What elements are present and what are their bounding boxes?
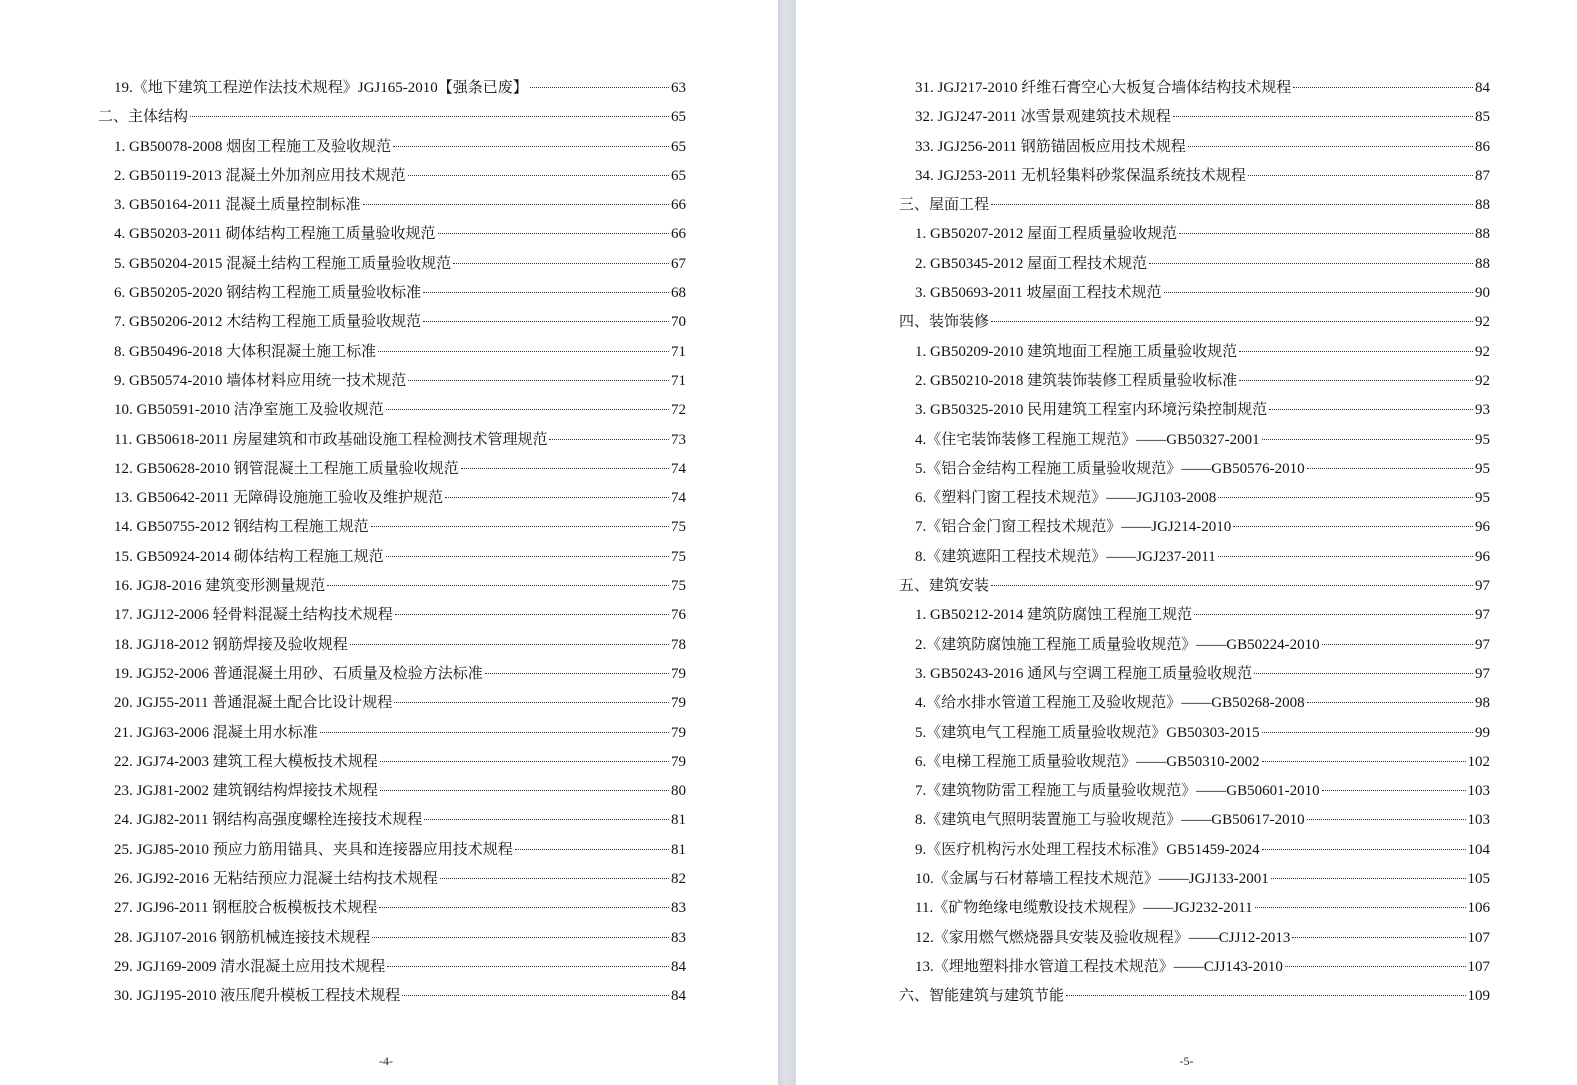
toc-entry[interactable] bbox=[98, 601, 686, 630]
toc-entry-page-number: 90 bbox=[1475, 285, 1490, 302]
toc-leader-dots bbox=[461, 468, 669, 469]
toc-leader-dots bbox=[1322, 644, 1473, 645]
toc-leader-dots bbox=[363, 204, 669, 205]
toc-entry[interactable] bbox=[899, 279, 1490, 308]
toc-entry-page-number: 103 bbox=[1467, 812, 1490, 829]
toc-entry[interactable] bbox=[899, 220, 1490, 249]
toc-entry-title: 29. JGJ169-2009 清水混凝土应用技术规程 bbox=[114, 958, 386, 975]
toc-entry-page-number: 99 bbox=[1475, 724, 1490, 741]
toc-entry[interactable] bbox=[98, 953, 686, 982]
toc-entry[interactable] bbox=[98, 220, 686, 249]
toc-section-heading[interactable] bbox=[98, 103, 686, 132]
toc-leader-dots bbox=[515, 849, 669, 850]
toc-entry[interactable] bbox=[899, 103, 1490, 132]
toc-entry-page-number: 96 bbox=[1475, 519, 1490, 536]
toc-entry-title: 27. JGJ96-2011 钢框胶合板模板技术规程 bbox=[114, 900, 378, 917]
toc-entry-title: 11. GB50618-2011 房屋建筑和市政基础设施工程检测技术管理规范 bbox=[114, 431, 548, 448]
toc-entry[interactable] bbox=[98, 484, 686, 513]
toc-entry-page-number: 73 bbox=[671, 431, 686, 448]
toc-leader-dots bbox=[320, 732, 669, 733]
toc-leader-dots bbox=[485, 673, 669, 674]
toc-entry-page-number: 109 bbox=[1467, 988, 1490, 1005]
toc-entry[interactable] bbox=[98, 689, 686, 718]
toc-entry-title: 26. JGJ92-2016 无粘结预应力混凝土结构技术规程 bbox=[114, 871, 438, 888]
toc-entry-page-number: 103 bbox=[1467, 783, 1490, 800]
toc-entry-page-number: 88 bbox=[1475, 226, 1490, 243]
toc-leader-dots bbox=[372, 937, 669, 938]
toc-entry[interactable] bbox=[899, 924, 1490, 953]
toc-entry-title: 25. JGJ85-2010 预应力筋用锚具、夹具和连接器应用技术规程 bbox=[114, 841, 513, 858]
toc-entry-title: 7.《建筑物防雷工程施工与质量验收规范》——GB50601-2010 bbox=[915, 783, 1320, 800]
toc-entry-page-number: 65 bbox=[671, 167, 686, 184]
toc-entry-title: 13. GB50642-2011 无障碍设施施工验收及维护规范 bbox=[114, 490, 444, 507]
toc-entry-title: 1. GB50207-2012 屋面工程质量验收规范 bbox=[915, 226, 1178, 243]
toc-entry-title: 31. JGJ217-2010 纤维石膏空心大板复合墙体结构技术规程 bbox=[915, 80, 1292, 96]
toc-entry-title: 6. GB50205-2020 钢结构工程施工质量验收标准 bbox=[114, 285, 422, 302]
toc-leader-dots bbox=[1254, 673, 1473, 674]
toc-entry-title: 18. JGJ18-2012 钢筋焊接及验收规程 bbox=[114, 636, 348, 653]
toc-entry-page-number: 78 bbox=[671, 636, 686, 653]
left-page bbox=[0, 0, 778, 1085]
toc-entry-page-number: 81 bbox=[671, 841, 686, 858]
toc-entry[interactable] bbox=[899, 894, 1490, 923]
toc-leader-dots bbox=[1194, 614, 1473, 615]
toc-leader-dots bbox=[408, 175, 669, 176]
toc-entry[interactable] bbox=[98, 836, 686, 865]
toc-entry[interactable] bbox=[899, 74, 1490, 103]
toc-entry-title: 1. GB50212-2014 建筑防腐蚀工程施工规范 bbox=[915, 607, 1193, 624]
toc-entry-title: 21. JGJ63-2006 混凝土用水标准 bbox=[114, 724, 318, 741]
toc-leader-dots bbox=[408, 380, 669, 381]
toc-entry-page-number: 88 bbox=[1475, 255, 1490, 272]
toc-entry-page-number: 81 bbox=[671, 812, 686, 829]
toc-entry[interactable] bbox=[899, 338, 1490, 367]
toc-entry-page-number: 92 bbox=[1475, 343, 1490, 360]
toc-entry[interactable] bbox=[899, 777, 1490, 806]
toc-entry[interactable] bbox=[899, 806, 1490, 835]
toc-leader-dots bbox=[440, 878, 669, 879]
toc-entry-page-number: 97 bbox=[1475, 636, 1490, 653]
toc-entry[interactable] bbox=[98, 191, 686, 220]
toc-entry-title: 16. JGJ8-2016 建筑变形测量规范 bbox=[114, 578, 326, 595]
toc-entry-title: 4.《给水排水管道工程施工及验收规范》——GB50268-2008 bbox=[915, 695, 1305, 712]
toc-entry-title: 12.《家用燃气燃烧器具安装及验收规程》——CJJ12-2013 bbox=[915, 929, 1291, 946]
toc-entry-page-number: 96 bbox=[1475, 548, 1490, 565]
toc-entry-page-number: 75 bbox=[671, 548, 686, 565]
toc-leader-dots bbox=[423, 292, 669, 293]
page-number bbox=[796, 1054, 1577, 1069]
toc-leader-dots bbox=[1307, 819, 1466, 820]
toc-leader-dots bbox=[1164, 292, 1473, 293]
page-gutter bbox=[778, 0, 796, 1085]
toc-leader-dots bbox=[1149, 263, 1473, 264]
toc-entry-page-number: 92 bbox=[1475, 314, 1490, 331]
toc-entry[interactable] bbox=[899, 513, 1490, 542]
toc-leader-dots bbox=[1262, 732, 1473, 733]
toc-entry-title: 33. JGJ256-2011 钢筋锚固板应用技术规程 bbox=[915, 138, 1186, 155]
toc-leader-dots bbox=[387, 966, 669, 967]
page-number-label: -5- bbox=[1179, 1054, 1194, 1068]
toc-entry-page-number: 83 bbox=[671, 900, 686, 917]
toc-leader-dots bbox=[1262, 439, 1473, 440]
toc-entry-title: 3. GB50243-2016 通风与空调工程施工质量验收规范 bbox=[915, 665, 1253, 682]
toc-entry[interactable] bbox=[899, 396, 1490, 425]
toc-entry-title: 2. GB50210-2018 建筑装饰装修工程质量验收标准 bbox=[915, 372, 1238, 389]
toc-entry[interactable] bbox=[98, 777, 686, 806]
toc-leader-dots bbox=[1292, 937, 1465, 938]
toc-entry-page-number: 95 bbox=[1475, 490, 1490, 507]
toc-leader-dots bbox=[379, 907, 669, 908]
toc-entry-title: 2. GB50345-2012 屋面工程技术规范 bbox=[915, 255, 1148, 272]
toc-entry[interactable] bbox=[98, 367, 686, 396]
toc-entry-page-number: 95 bbox=[1475, 431, 1490, 448]
toc-entry[interactable] bbox=[98, 806, 686, 835]
toc-entry-page-number: 72 bbox=[671, 402, 686, 419]
toc-entry-page-number: 71 bbox=[671, 343, 686, 360]
toc-entry[interactable] bbox=[899, 631, 1490, 660]
toc-entry-page-number: 102 bbox=[1467, 753, 1490, 770]
toc-entry-title: 7.《铝合金门窗工程技术规范》——JGJ214-2010 bbox=[915, 519, 1232, 536]
toc-entry[interactable] bbox=[899, 836, 1490, 865]
toc-entry-page-number: 67 bbox=[671, 255, 686, 272]
toc-leader-dots bbox=[380, 790, 669, 791]
toc-leader-dots bbox=[423, 321, 669, 322]
toc-leader-dots bbox=[549, 439, 669, 440]
toc-entry-title: 11.《矿物绝缘电缆敷设技术规程》——JGJ232-2011 bbox=[915, 900, 1253, 917]
toc-entry-title: 23. JGJ81-2002 建筑钢结构焊接技术规程 bbox=[114, 783, 378, 800]
toc-entry-page-number: 97 bbox=[1475, 607, 1490, 624]
toc-entry-page-number: 70 bbox=[671, 314, 686, 331]
toc-entry-title: 12. GB50628-2010 钢管混凝土工程施工质量验收规范 bbox=[114, 460, 459, 477]
toc-entry-title: 五、建筑安装 bbox=[899, 578, 990, 595]
toc-entry-page-number: 97 bbox=[1475, 578, 1490, 595]
toc-leader-dots bbox=[1248, 175, 1473, 176]
table-of-contents bbox=[98, 74, 686, 1012]
toc-entry[interactable] bbox=[899, 601, 1490, 630]
toc-entry-title: 24. JGJ82-2011 钢结构高强度螺栓连接技术规程 bbox=[114, 812, 423, 829]
toc-leader-dots bbox=[1285, 966, 1466, 967]
toc-leader-dots bbox=[991, 321, 1473, 322]
toc-leader-dots bbox=[350, 644, 669, 645]
toc-entry[interactable] bbox=[899, 660, 1490, 689]
toc-entry-page-number: 66 bbox=[671, 226, 686, 243]
toc-entry[interactable] bbox=[899, 250, 1490, 279]
toc-leader-dots bbox=[394, 702, 669, 703]
toc-section-heading[interactable] bbox=[899, 982, 1490, 1011]
toc-entry-title: 2. GB50119-2013 混凝土外加剂应用技术规范 bbox=[114, 167, 406, 184]
toc-leader-dots bbox=[380, 761, 669, 762]
toc-entry[interactable] bbox=[899, 865, 1490, 894]
toc-entry-title: 13.《埋地塑料排水管道工程技术规范》——CJJ143-2010 bbox=[915, 958, 1283, 975]
toc-entry-page-number: 107 bbox=[1467, 929, 1490, 946]
toc-entry-page-number: 98 bbox=[1475, 695, 1490, 712]
toc-entry[interactable] bbox=[98, 631, 686, 660]
toc-entry-page-number: 65 bbox=[671, 109, 686, 126]
toc-entry[interactable] bbox=[899, 689, 1490, 718]
toc-leader-dots bbox=[386, 556, 669, 557]
toc-entry-title: 32. JGJ247-2011 冰雪景观建筑技术规程 bbox=[915, 109, 1171, 126]
toc-entry-title: 10. GB50591-2010 洁净室施工及验收规范 bbox=[114, 402, 384, 419]
toc-entry[interactable] bbox=[98, 660, 686, 689]
toc-entry-page-number: 76 bbox=[671, 607, 686, 624]
toc-entry-title: 20. JGJ55-2011 普通混凝土配合比设计规程 bbox=[114, 695, 393, 712]
toc-entry-title: 19.《地下建筑工程逆作法技术规程》JGJ165-2010【强条已废】 bbox=[114, 80, 528, 96]
toc-entry-page-number: 95 bbox=[1475, 460, 1490, 477]
toc-entry-page-number: 87 bbox=[1475, 167, 1490, 184]
toc-entry[interactable] bbox=[98, 924, 686, 953]
toc-leader-dots bbox=[327, 585, 669, 586]
toc-entry-page-number: 88 bbox=[1475, 197, 1490, 214]
toc-entry[interactable] bbox=[899, 953, 1490, 982]
toc-entry-title: 28. JGJ107-2016 钢筋机械连接技术规程 bbox=[114, 929, 371, 946]
right-page bbox=[796, 0, 1577, 1085]
toc-entry-page-number: 93 bbox=[1475, 402, 1490, 419]
toc-entry-title: 30. JGJ195-2010 液压爬升模板工程技术规程 bbox=[114, 988, 401, 1005]
toc-entry-title: 3. GB50164-2011 混凝土质量控制标准 bbox=[114, 197, 361, 214]
toc-entry-title: 1. GB50209-2010 建筑地面工程施工质量验收规范 bbox=[915, 343, 1238, 360]
toc-leader-dots bbox=[1307, 702, 1473, 703]
toc-entry-title: 19. JGJ52-2006 普通混凝土用砂、石质量及检验方法标准 bbox=[114, 665, 483, 682]
toc-leader-dots bbox=[1233, 526, 1473, 527]
toc-entry-page-number: 86 bbox=[1475, 138, 1490, 155]
toc-entry-title: 8.《建筑遮阳工程技术规范》——JGJ237-2011 bbox=[915, 548, 1216, 565]
toc-entry-title: 34. JGJ253-2011 无机轻集料砂浆保温系统技术规程 bbox=[915, 167, 1246, 184]
toc-entry-page-number: 83 bbox=[671, 929, 686, 946]
toc-leader-dots bbox=[1239, 380, 1473, 381]
toc-entry-title: 六、智能建筑与建筑节能 bbox=[899, 988, 1065, 1005]
toc-entry-page-number: 84 bbox=[671, 958, 686, 975]
toc-entry-page-number: 63 bbox=[671, 80, 686, 96]
toc-entry-page-number: 79 bbox=[671, 753, 686, 770]
toc-entry-title: 14. GB50755-2012 钢结构工程施工规范 bbox=[114, 519, 369, 536]
toc-section-heading[interactable] bbox=[899, 191, 1490, 220]
toc-entry-page-number: 66 bbox=[671, 197, 686, 214]
toc-leader-dots bbox=[371, 526, 669, 527]
toc-leader-dots bbox=[991, 204, 1473, 205]
toc-entry-title: 15. GB50924-2014 砌体结构工程施工规范 bbox=[114, 548, 384, 565]
toc-entry-page-number: 79 bbox=[671, 665, 686, 682]
toc-leader-dots bbox=[378, 351, 669, 352]
toc-leader-dots bbox=[386, 409, 669, 410]
toc-entry-title: 6.《塑料门窗工程技术规范》——JGJ103-2008 bbox=[915, 490, 1217, 507]
toc-entry-title: 9.《医疗机构污水处理工程技术标准》GB51459-2024 bbox=[915, 841, 1260, 858]
toc-leader-dots bbox=[1188, 146, 1473, 147]
toc-entry-page-number: 71 bbox=[671, 372, 686, 389]
toc-leader-dots bbox=[1218, 556, 1473, 557]
toc-entry[interactable] bbox=[98, 279, 686, 308]
toc-entry-page-number: 74 bbox=[671, 460, 686, 477]
toc-entry[interactable] bbox=[899, 133, 1490, 162]
toc-leader-dots bbox=[530, 87, 669, 88]
toc-leader-dots bbox=[991, 585, 1473, 586]
toc-leader-dots bbox=[393, 146, 669, 147]
toc-entry-title: 9. GB50574-2010 墙体材料应用统一技术规范 bbox=[114, 372, 407, 389]
toc-entry-title: 10.《金属与石材幕墙工程技术规范》——JGJ133-2001 bbox=[915, 871, 1269, 888]
toc-leader-dots bbox=[1173, 116, 1473, 117]
toc-leader-dots bbox=[438, 233, 669, 234]
toc-entry[interactable] bbox=[899, 162, 1490, 191]
toc-entry[interactable] bbox=[899, 543, 1490, 572]
toc-entry-title: 3. GB50693-2011 坡屋面工程技术规范 bbox=[915, 285, 1162, 302]
toc-entry[interactable] bbox=[899, 426, 1490, 455]
toc-section-heading[interactable] bbox=[899, 308, 1490, 337]
toc-entry-page-number: 80 bbox=[671, 783, 686, 800]
toc-entry[interactable] bbox=[98, 455, 686, 484]
toc-leader-dots bbox=[1218, 497, 1473, 498]
table-of-contents bbox=[899, 74, 1490, 1012]
toc-entry-page-number: 74 bbox=[671, 490, 686, 507]
toc-leader-dots bbox=[1322, 790, 1466, 791]
toc-entry-page-number: 105 bbox=[1467, 871, 1490, 888]
toc-entry-page-number: 85 bbox=[1475, 109, 1490, 126]
toc-entry-title: 7. GB50206-2012 木结构工程施工质量验收规范 bbox=[114, 314, 422, 331]
toc-entry[interactable] bbox=[98, 513, 686, 542]
toc-entry[interactable] bbox=[98, 250, 686, 279]
toc-entry[interactable] bbox=[98, 426, 686, 455]
toc-entry-page-number: 106 bbox=[1467, 900, 1490, 917]
toc-entry-title: 5.《铝合金结构工程施工质量验收规范》——GB50576-2010 bbox=[915, 460, 1305, 477]
toc-section-heading[interactable] bbox=[899, 572, 1490, 601]
toc-entry-title: 22. JGJ74-2003 建筑工程大模板技术规程 bbox=[114, 753, 378, 770]
toc-leader-dots bbox=[1066, 995, 1465, 996]
toc-entry[interactable] bbox=[98, 74, 686, 103]
toc-entry[interactable] bbox=[98, 572, 686, 601]
toc-leader-dots bbox=[1179, 233, 1473, 234]
toc-entry[interactable] bbox=[98, 338, 686, 367]
toc-entry-page-number: 75 bbox=[671, 578, 686, 595]
toc-leader-dots bbox=[1271, 878, 1466, 879]
toc-leader-dots bbox=[402, 995, 669, 996]
toc-entry-page-number: 92 bbox=[1475, 372, 1490, 389]
toc-leader-dots bbox=[453, 263, 669, 264]
toc-entry-title: 8.《建筑电气照明装置施工与验收规范》——GB50617-2010 bbox=[915, 812, 1305, 829]
toc-entry-page-number: 84 bbox=[671, 988, 686, 1005]
toc-entry-page-number: 75 bbox=[671, 519, 686, 536]
toc-entry-page-number: 65 bbox=[671, 138, 686, 155]
toc-entry[interactable] bbox=[899, 748, 1490, 777]
toc-entry-title: 4.《住宅装饰装修工程施工规范》——GB50327-2001 bbox=[915, 431, 1260, 448]
toc-leader-dots bbox=[1239, 351, 1473, 352]
toc-entry[interactable] bbox=[98, 719, 686, 748]
page-number bbox=[0, 1054, 778, 1069]
toc-leader-dots bbox=[1262, 849, 1466, 850]
toc-leader-dots bbox=[445, 497, 669, 498]
toc-entry-page-number: 84 bbox=[1475, 80, 1490, 96]
toc-entry-title: 17. JGJ12-2006 轻骨料混凝土结构技术规程 bbox=[114, 607, 393, 624]
toc-entry[interactable] bbox=[899, 719, 1490, 748]
toc-entry[interactable] bbox=[899, 367, 1490, 396]
toc-entry[interactable] bbox=[98, 396, 686, 425]
toc-entry-title: 二、主体结构 bbox=[98, 109, 189, 126]
toc-entry[interactable] bbox=[98, 133, 686, 162]
toc-entry-page-number: 68 bbox=[671, 285, 686, 302]
toc-entry-page-number: 79 bbox=[671, 724, 686, 741]
toc-entry-title: 8. GB50496-2018 大体积混凝土施工标准 bbox=[114, 343, 377, 360]
page-number-label: -4- bbox=[379, 1054, 393, 1068]
toc-entry-title: 四、装饰装修 bbox=[899, 314, 990, 331]
toc-entry-page-number: 79 bbox=[671, 695, 686, 712]
toc-entry[interactable] bbox=[98, 865, 686, 894]
toc-entry[interactable] bbox=[98, 982, 686, 1011]
toc-leader-dots bbox=[1293, 87, 1473, 88]
toc-entry[interactable] bbox=[98, 748, 686, 777]
toc-entry-title: 三、屋面工程 bbox=[899, 197, 990, 214]
toc-entry-title: 5. GB50204-2015 混凝土结构工程施工质量验收规范 bbox=[114, 255, 452, 272]
toc-leader-dots bbox=[1255, 907, 1466, 908]
toc-entry[interactable] bbox=[98, 543, 686, 572]
toc-leader-dots bbox=[1307, 468, 1473, 469]
toc-entry-page-number: 104 bbox=[1467, 841, 1490, 858]
toc-leader-dots bbox=[424, 819, 669, 820]
toc-entry[interactable] bbox=[899, 484, 1490, 513]
toc-entry[interactable] bbox=[98, 308, 686, 337]
toc-entry-page-number: 97 bbox=[1475, 665, 1490, 682]
toc-leader-dots bbox=[1269, 409, 1473, 410]
toc-entry-title: 1. GB50078-2008 烟囱工程施工及验收规范 bbox=[114, 138, 392, 155]
toc-entry-title: 6.《电梯工程施工质量验收规范》——GB50310-2002 bbox=[915, 753, 1260, 770]
toc-entry-title: 2.《建筑防腐蚀施工程施工质量验收规范》——GB50224-2010 bbox=[915, 636, 1320, 653]
toc-entry-title: 5.《建筑电气工程施工质量验收规范》GB50303-2015 bbox=[915, 724, 1260, 741]
toc-entry-title: 4. GB50203-2011 砌体结构工程施工质量验收规范 bbox=[114, 226, 436, 243]
toc-leader-dots bbox=[1262, 761, 1466, 762]
toc-entry-page-number: 82 bbox=[671, 871, 686, 888]
toc-entry-page-number: 107 bbox=[1467, 958, 1490, 975]
toc-leader-dots bbox=[395, 614, 669, 615]
toc-entry[interactable] bbox=[98, 162, 686, 191]
toc-leader-dots bbox=[190, 116, 669, 117]
toc-entry[interactable] bbox=[98, 894, 686, 923]
toc-entry-title: 3. GB50325-2010 民用建筑工程室内环境污染控制规范 bbox=[915, 402, 1268, 419]
toc-entry[interactable] bbox=[899, 455, 1490, 484]
